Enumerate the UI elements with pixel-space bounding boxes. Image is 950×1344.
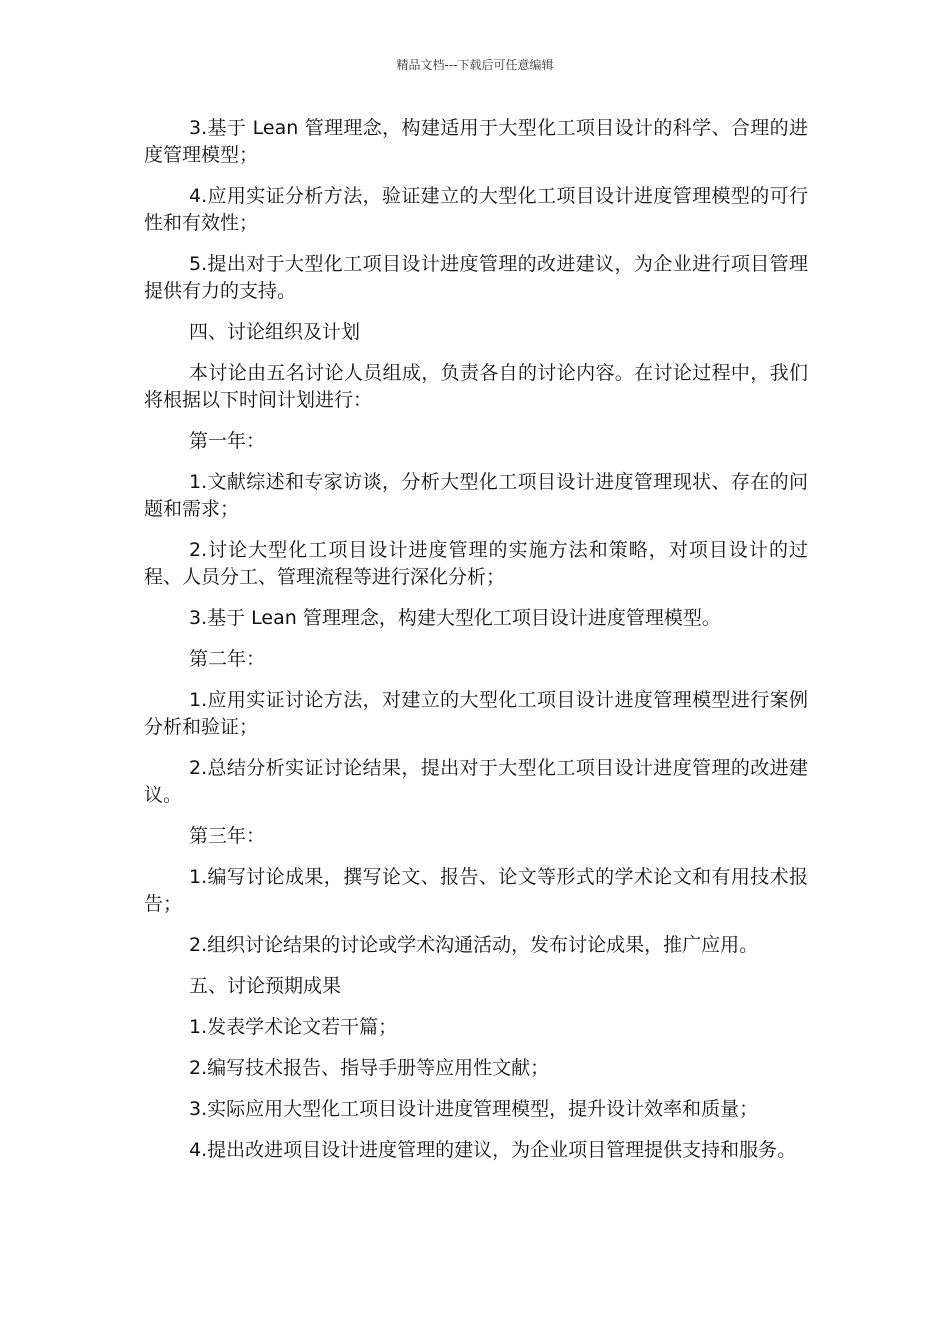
outcome-item-3: 3.实际应用大型化工项目设计进度管理模型，提升设计效率和质量；	[189, 1098, 759, 1120]
year1-item-2: 2.讨论大型化工项目设计进度管理的实施方法和策略，对项目设计的过程、人员分工、管理流程等进行深化分析；	[144, 539, 808, 588]
section-heading-outcomes: 五、讨论预期成果	[189, 975, 342, 997]
paragraph-objective-4: 4.应用实证分析方法，验证建立的大型化工项目设计进度管理模型的可行性和有效性；	[144, 185, 808, 234]
outcome-item-4: 4.提出改进项目设计进度管理的建议，为企业项目管理提供支持和服务。	[189, 1139, 797, 1161]
year1-item-3: 3.基于 Lean 管理理念，构建大型化工项目设计进度管理模型。	[189, 607, 721, 629]
year-heading-1: 第一年：	[189, 430, 266, 452]
year3-item-1: 1.编写讨论成果，撰写论文、报告、论文等形式的学术论文和有用技术报告；	[144, 866, 808, 915]
paragraph-organization-intro: 本讨论由五名讨论人员组成，负责各自的讨论内容。在讨论过程中，我们将根据以下时间计划进行：	[144, 362, 808, 411]
paragraph-objective-5: 5.提出对于大型化工项目设计进度管理的改进建议，为企业进行项目管理提供有力的支持。	[144, 253, 808, 302]
document-body	[144, 115, 808, 1178]
paragraph-objective-3: 3.基于 Lean 管理理念，构建适用于大型化工项目设计的科学、合理的进度管理模型；	[144, 117, 808, 166]
year3-item-2: 2.组织讨论结果的讨论或学术沟通活动，发布讨论成果，推广应用。	[189, 934, 759, 956]
page-header: 精品文档---下载后可任意编辑	[396, 58, 554, 72]
year2-item-1: 1.应用实证讨论方法，对建立的大型化工项目设计进度管理模型进行案例分析和验证；	[144, 689, 808, 738]
year-heading-3: 第三年：	[189, 825, 266, 847]
outcome-item-2: 2.编写技术报告、指导手册等应用性文献；	[189, 1057, 550, 1079]
year1-item-1: 1.文献综述和专家访谈，分析大型化工项目设计进度管理现状、存在的问题和需求；	[144, 471, 808, 520]
year-heading-2: 第二年：	[189, 648, 266, 670]
outcome-item-1: 1.发表学术论文若干篇；	[189, 1016, 398, 1038]
year2-item-2: 2.总结分析实证讨论结果，提出对于大型化工项目设计进度管理的改进建议。	[144, 757, 808, 806]
section-heading-organization: 四、讨论组织及计划	[189, 321, 361, 343]
